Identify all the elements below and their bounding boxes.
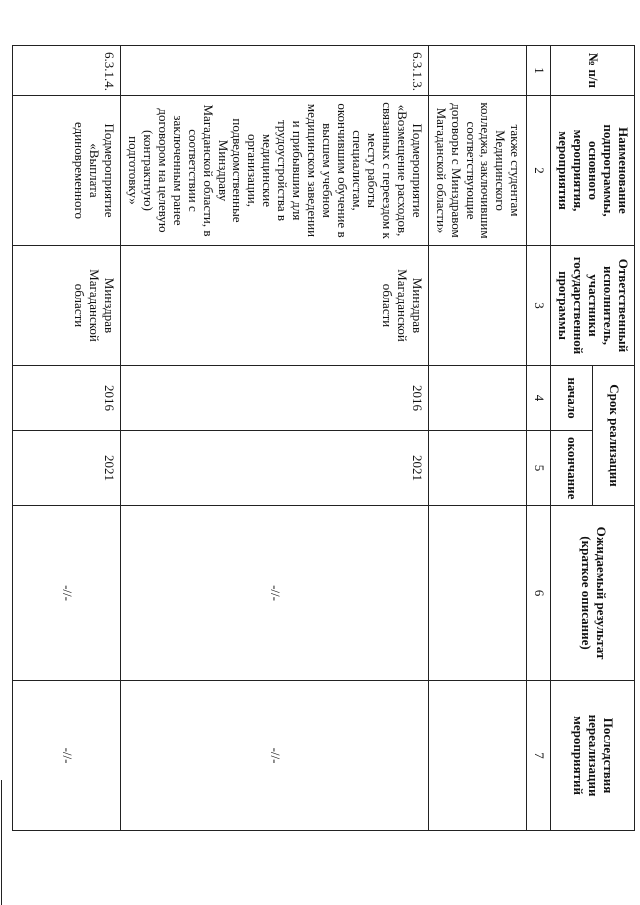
column-number-row xyxy=(527,46,551,831)
row-end: 2021 xyxy=(13,431,121,506)
row-result: -//- xyxy=(13,506,121,681)
row-executor xyxy=(428,246,527,366)
row-name: также студентам Медицинского колледжа, заключившим соответствующие договоры с Минздравом Магаданской области» xyxy=(428,96,527,246)
col-number: 2 xyxy=(527,96,551,246)
header-num: № п/п xyxy=(551,46,635,96)
row-start: 2016 xyxy=(121,366,429,431)
table-row xyxy=(121,46,429,831)
header-row-1 xyxy=(593,46,635,831)
header-executor: Ответственный исполнитель, участники государственной программы xyxy=(551,246,635,366)
row-end: 2021 xyxy=(121,431,429,506)
table-row xyxy=(13,46,121,831)
col-number: 5 xyxy=(527,431,551,506)
row-name: Подмероприятие «Выплата единовременного xyxy=(13,96,121,246)
row-consequence: -//- xyxy=(121,681,429,831)
row-num: 6.3.1.3. xyxy=(121,46,429,96)
header-name: Наименование подпрограммы, основного мероприятия, мероприятия xyxy=(551,96,635,246)
row-result: -//- xyxy=(121,506,429,681)
row-start: 2016 xyxy=(13,366,121,431)
row-executor: Минздрав Магаданской области xyxy=(121,246,429,366)
header-end: окончание xyxy=(551,431,593,506)
program-table xyxy=(12,45,635,831)
header-result: Ожидаемый результат (краткое описание) xyxy=(551,506,635,681)
page-rule-line xyxy=(1,780,2,905)
row-num xyxy=(428,46,527,96)
col-number: 3 xyxy=(527,246,551,366)
row-name: Подмероприятие «Возмещение расходов, связанных с переездом к месту работы специалистам, окончившим обучение в высшем учебном медицинском заведении и прибывшим для трудоустройства в медицинские организации, подведомственные Минздраву Магаданской области, в соответствии с заключенным ранее договором на целевую (контрактную) подготовку» xyxy=(121,96,429,246)
header-start: начало xyxy=(551,366,593,431)
header-consequence: Последствия нереализации мероприятий xyxy=(551,681,635,831)
header-srok: Срок реализации xyxy=(593,366,635,506)
row-start xyxy=(428,366,527,431)
row-executor: Минздрав Магаданской области xyxy=(13,246,121,366)
table-row xyxy=(428,46,527,831)
row-end xyxy=(428,431,527,506)
row-consequence: -//- xyxy=(13,681,121,831)
col-number: 1 xyxy=(527,46,551,96)
row-result xyxy=(428,506,527,681)
row-consequence xyxy=(428,681,527,831)
col-number: 6 xyxy=(527,506,551,681)
col-number: 7 xyxy=(527,681,551,831)
col-number: 4 xyxy=(527,366,551,431)
row-num: 6.3.1.4. xyxy=(13,46,121,96)
